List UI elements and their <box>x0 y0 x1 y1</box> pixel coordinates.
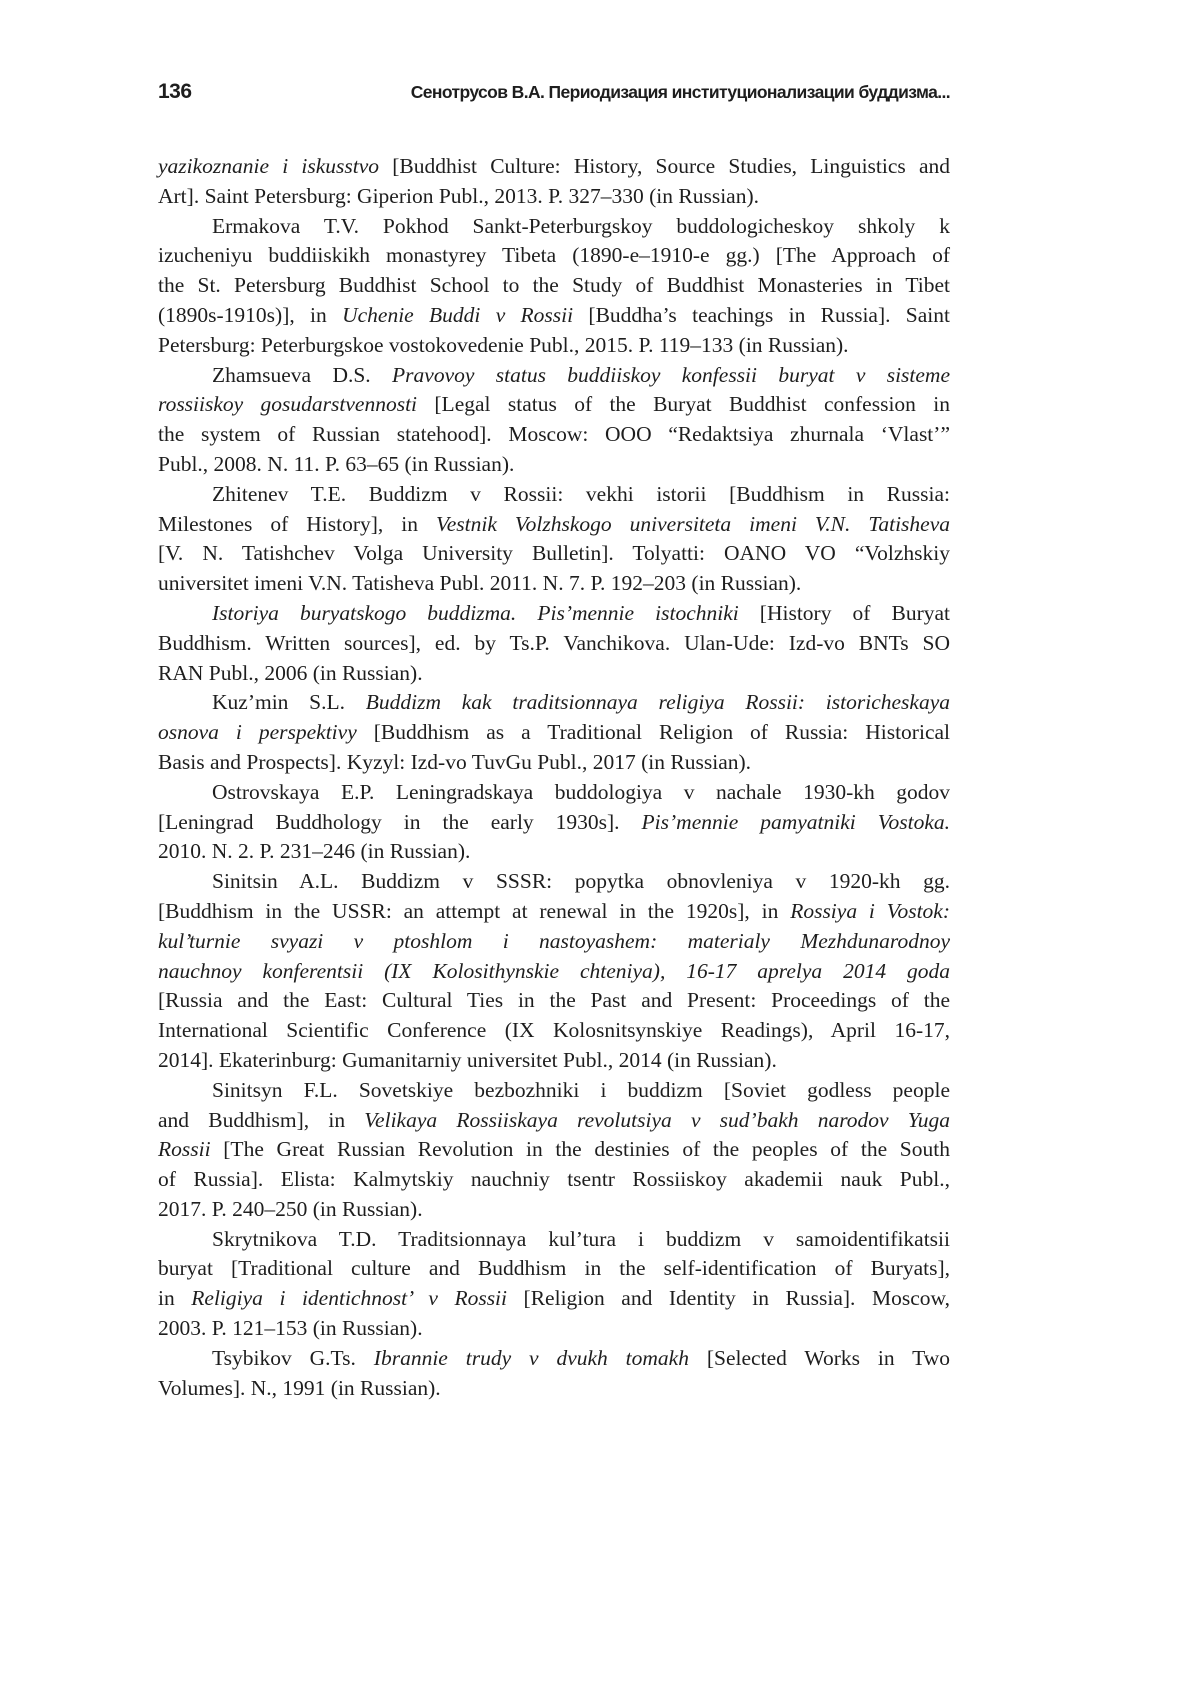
reference-line <box>158 599 950 629</box>
reference-line <box>158 837 950 867</box>
reference-line <box>158 1076 950 1106</box>
reference-text: Kuz’min S.L. <box>212 690 366 715</box>
reference-line <box>158 718 950 748</box>
reference-line <box>158 569 950 599</box>
reference-text: [Buddhism in the USSR: an attempt at renewal in the 1920s], in <box>158 898 791 923</box>
reference-line <box>158 748 950 778</box>
reference-line <box>158 450 950 480</box>
reference-text: [Buddhism as a Traditional Religion of Russia: Historical <box>356 720 950 745</box>
reference-text: Zhamsueva D.S. <box>212 362 393 387</box>
reference-text: [The Great Russian Revolution in the destinies of the peoples of the South <box>210 1137 950 1162</box>
reference-entry <box>158 1076 950 1225</box>
reference-text: [History of Buryat <box>738 600 951 625</box>
reference-text: and Buddhism], in <box>158 1107 365 1132</box>
reference-text: of Russia]. Elista: Kalmytskiy nauchniy tsentr Rossiiskoy akademii nauk Publ., <box>158 1167 950 1192</box>
reference-line <box>158 659 950 689</box>
reference-text: 2003. P. 121–153 (in Russian). <box>158 1316 423 1341</box>
reference-text: 2010. N. 2. P. 231–246 (in Russian). <box>158 839 471 864</box>
reference-line <box>158 897 950 927</box>
reference-text: [Buddha’s teachings in Russia]. Saint <box>573 302 951 327</box>
reference-line <box>158 331 950 361</box>
italic-title: Pis’mennie pamyatniki Vostoka. <box>641 809 951 834</box>
italic-title: Rossiya i Vostok: <box>790 898 950 923</box>
reference-line <box>158 539 950 569</box>
reference-line <box>158 1314 950 1344</box>
reference-list <box>158 152 950 1403</box>
reference-line <box>158 1106 950 1136</box>
italic-title: Pravovoy status buddiiskoy konfessii buryat v sisteme <box>392 362 950 387</box>
reference-text: the St. Petersburg Buddhist School to the Study of Buddhist Monasteries in Tibet <box>158 273 950 298</box>
reference-line <box>158 986 950 1016</box>
reference-text: [Legal status of the Buryat Buddhist confession in <box>417 392 950 417</box>
reference-text: Buddhism. Written sources], ed. by Ts.P. Vanchikova. Ulan-Ude: Izd-vo BNTs SO <box>158 630 950 655</box>
reference-line <box>158 1284 950 1314</box>
italic-title: rossiiskoy gosudarstvennosti <box>158 392 418 417</box>
reference-line <box>158 182 950 212</box>
reference-entry <box>158 152 950 212</box>
reference-line <box>158 688 950 718</box>
reference-text: Sinitsin A.L. Buddizm v SSSR: popytka obnovleniya v 1920-kh gg. <box>212 869 950 894</box>
reference-text: Zhitenev T.E. Buddizm v Rossii: vekhi istorii [Buddhism in Russia: <box>212 481 950 506</box>
reference-line <box>158 1254 950 1284</box>
reference-line <box>158 1046 950 1076</box>
italic-title: Uchenie Buddi v Rossii <box>342 302 574 327</box>
reference-entry <box>158 212 950 361</box>
reference-line <box>158 420 950 450</box>
reference-line <box>158 1374 950 1404</box>
page-number: 136 <box>158 80 192 103</box>
italic-title: Buddizm kak traditsionnaya religiya Rossii: istoricheskaya <box>365 690 950 715</box>
reference-text: [Religion and Identity in Russia]. Moscow, <box>507 1286 950 1311</box>
reference-text: Milestones of History], in <box>158 511 437 536</box>
reference-line <box>158 480 950 510</box>
reference-entry <box>158 599 950 688</box>
reference-line <box>158 390 950 420</box>
reference-entry <box>158 361 950 480</box>
reference-text: RAN Publ., 2006 (in Russian). <box>158 660 423 685</box>
italic-title: Vestnik Volzhskogo universiteta imeni V.N. Tatisheva <box>436 511 950 536</box>
reference-line <box>158 1135 950 1165</box>
reference-text: International Scientific Conference (IX Kolosnitsynskiye Readings), April 16-17, <box>158 1018 950 1043</box>
italic-title: yazikoznanie i iskusstvo <box>158 154 380 178</box>
italic-title: Istoriya buryatskogo buddizma. Pis’mennie istochniki <box>212 600 739 625</box>
italic-title: Ibrannie trudy v dvukh tomakh <box>373 1345 689 1370</box>
reference-text: Volumes]. N., 1991 (in Russian). <box>158 1375 441 1400</box>
reference-text: [Leningrad Buddhology in the early 1930s]. <box>158 809 642 834</box>
reference-entry <box>158 1225 950 1344</box>
reference-text: the system of Russian statehood]. Moscow: OOO “Redaktsiya zhurnala ‘Vlast’” <box>158 422 950 447</box>
reference-line <box>158 1195 950 1225</box>
italic-title: Velikaya Rossiiskaya revolutsiya v sud’bakh narodov Yuga <box>364 1107 950 1132</box>
reference-text: 2017. P. 240–250 (in Russian). <box>158 1196 423 1221</box>
reference-line <box>158 361 950 391</box>
reference-text: (1890s-1910s)], in <box>158 302 343 327</box>
reference-entry <box>158 1344 950 1404</box>
reference-line <box>158 152 950 182</box>
reference-text: [Buddhist Culture: History, Source Studies, Linguistics and <box>379 154 951 178</box>
reference-line <box>158 629 950 659</box>
reference-text: Skrytnikova T.D. Traditsionnaya kul’tura i buddizm v samoidentifikatsii <box>212 1226 950 1251</box>
reference-line <box>158 271 950 301</box>
italic-title: Religiya i identichnost’ v Rossii <box>191 1286 508 1311</box>
page-header <box>158 80 950 108</box>
italic-title: Rossii <box>158 1137 211 1162</box>
reference-line <box>158 1344 950 1374</box>
reference-line <box>158 1165 950 1195</box>
reference-text: Ostrovskaya E.P. Leningradskaya buddologiya v nachale 1930-kh godov <box>212 779 950 804</box>
italic-title: nauchnoy konferentsii (IX Kolosithynskie chteniya), 16-17 aprelya 2014 goda <box>158 958 950 983</box>
reference-text: buryat [Traditional culture and Buddhism in the self-identification of Buryats], <box>158 1256 950 1281</box>
reference-line <box>158 1016 950 1046</box>
reference-line <box>158 957 950 987</box>
reference-text: Ermakova T.V. Pokhod Sankt-Peterburgskoy buddologicheskoy shkoly k <box>212 213 950 238</box>
reference-text: [Selected Works in Two <box>688 1345 951 1370</box>
reference-text: Publ., 2008. N. 11. P. 63–65 (in Russian). <box>158 451 515 476</box>
reference-entry <box>158 778 950 867</box>
reference-entry <box>158 867 950 1076</box>
reference-line <box>158 778 950 808</box>
reference-line <box>158 301 950 331</box>
reference-text: 2014]. Ekaterinburg: Gumanitarniy universitet Publ., 2014 (in Russian). <box>158 1047 777 1072</box>
reference-text: izucheniyu buddiiskikh monastyrey Tibeta (1890-e–1910-e gg.) [The Approach of <box>158 243 950 268</box>
italic-title: osnova i perspektivy <box>158 720 357 745</box>
reference-line <box>158 212 950 242</box>
reference-text: Tsybikov G.Ts. <box>212 1345 374 1370</box>
reference-entry <box>158 688 950 777</box>
reference-line <box>158 241 950 271</box>
reference-text: Sinitsyn F.L. Sovetskiye bezbozhniki i buddizm [Soviet godless people <box>212 1077 950 1102</box>
reference-text: universitet imeni V.N. Tatisheva Publ. 2011. N. 7. P. 192–203 (in Russian). <box>158 571 802 596</box>
reference-text: Petersburg: Peterburgskoe vostokovedenie Publ., 2015. P. 119–133 (in Russian). <box>158 332 849 357</box>
reference-entry <box>158 480 950 599</box>
reference-line <box>158 510 950 540</box>
reference-line <box>158 808 950 838</box>
reference-text: Art]. Saint Petersburg: Giperion Publ., 2013. P. 327–330 (in Russian). <box>158 183 759 208</box>
reference-text: [Russia and the East: Cultural Ties in the Past and Present: Proceedings of the <box>158 988 950 1013</box>
italic-title: kul’turnie svyazi v ptoshlom i nastoyashem: materialy Mezhdunarodnoy <box>158 928 950 953</box>
reference-text: in <box>158 1286 192 1311</box>
reference-line <box>158 867 950 897</box>
reference-text: Basis and Prospects]. Kyzyl: Izd-vo TuvGu Publ., 2017 (in Russian). <box>158 749 752 774</box>
running-title: Сенотрусов В.А. Периодизация институционализации буддизма... <box>410 82 950 102</box>
reference-line <box>158 927 950 957</box>
reference-line <box>158 1225 950 1255</box>
reference-text: [V. N. Tatishchev Volga University Bulletin]. Tolyatti: OANO VO “Volzhskiy <box>158 541 950 566</box>
